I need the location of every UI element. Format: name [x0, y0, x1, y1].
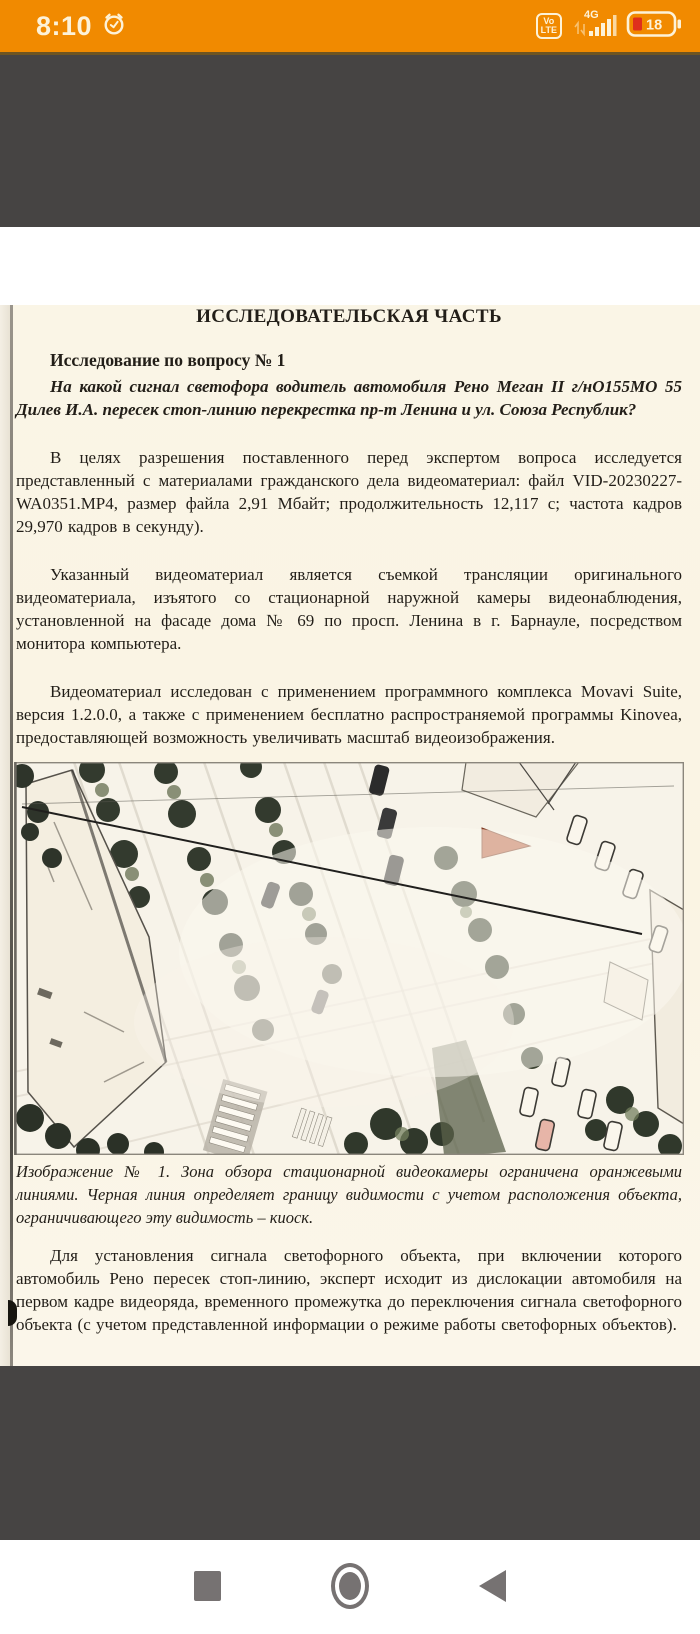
network-type-label: 4G [584, 8, 599, 21]
battery-icon [626, 10, 682, 43]
question-text: На какой сигнал светофора водитель автомобиля Рено Меган II г/нО155МО 55 Дилев И.А. пересек стоп-линию перекрестка пр-т Ленина и ул. Союза Республик? [16, 377, 682, 419]
viewer-letterbox-top [0, 52, 700, 227]
viewer-letterbox-bottom [0, 1366, 700, 1540]
paragraph-2: Указанный видеоматериал является съемкой трансляции оригинального видеоматериала, изъятого со стационарной наружной камеры видеонаблюдения, установленной на фасаде дома № 69 по просп. Ленина в г. Барнауле, посредством монитора компьютера. [16, 565, 682, 653]
aerial-intersection-photo [14, 762, 684, 1155]
android-nav-bar [0, 1540, 700, 1634]
home-button[interactable] [331, 1563, 369, 1609]
home-button-icon [339, 1572, 361, 1600]
status-bar [0, 0, 700, 52]
document-photo[interactable] [0, 305, 700, 1366]
signal-strength-icon [571, 7, 617, 46]
question-heading: Исследование по вопросу № 1 [50, 350, 286, 370]
paragraph-1: В целях разрешения поставленного перед экспертом вопроса исследуется представленный с материалами гражданского дела видеоматериал: файл VID-20230227-WA0351.MP4, размер файла 2,91 Мбайт; продолжительность 12,117 с; частота кадров 29,970 кадров в секунду). [16, 448, 682, 536]
document-title: ИССЛЕДОВАТЕЛЬСКАЯ ЧАСТЬ [196, 306, 502, 327]
clock-time: 8:10 [36, 10, 93, 41]
back-button[interactable] [479, 1570, 506, 1602]
closing-paragraph: Для установления сигнала светофорного объекта, при включении которого автомобиль Рено пересек стоп-линию, эксперт исходит из дислокации автомобиля на первом кадре видеоряда, временного промежутка до переключения сигнала светофорного объекта (с учетом представленной информации о режиме работы светофорных объектов). [16, 1246, 682, 1334]
paragraph-3: Видеоматериал исследован с применением программного комплекса Movavi Suite, версия 1.2.0.0, а также с применением бесплатно распространяемой программы Kinovea, предоставляющей возможность увеличивать масштаб видеоизображения. [16, 682, 682, 747]
recents-button[interactable] [194, 1571, 221, 1601]
battery-percent-label: 18 [646, 17, 663, 33]
alarm-icon [102, 12, 126, 41]
figure-caption: Изображение № 1. Зона обзора стационарной видеокамеры ограничена оранжевыми линиями. Черная линия определяет границу видимости с учетом расположения объекта, ограничивающего эту видимость – киоск. [16, 1162, 682, 1227]
volte-icon: Vo LTE [536, 13, 562, 39]
document-content [0, 305, 700, 1336]
